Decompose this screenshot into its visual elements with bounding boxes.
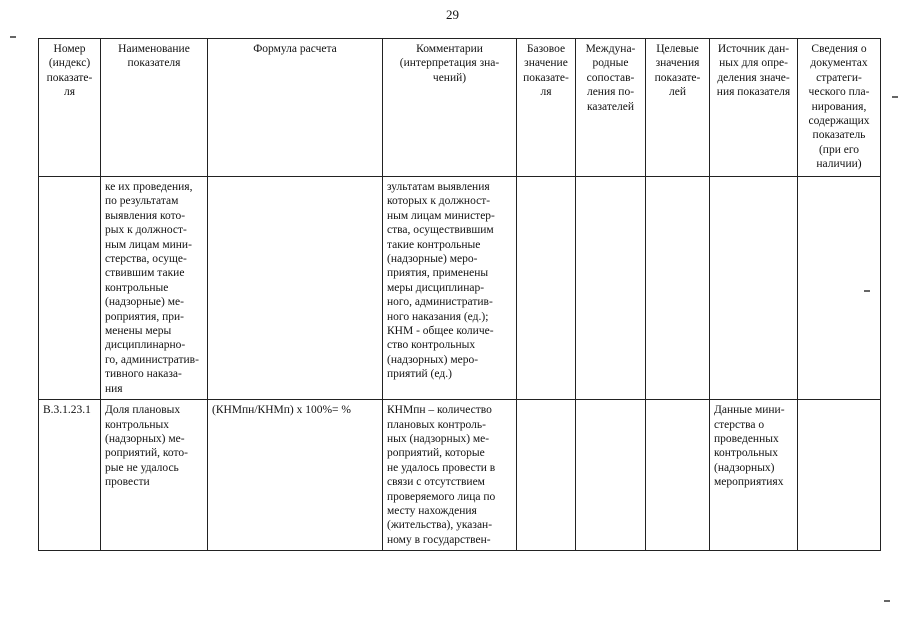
header-target: Целевые значения показате-лей xyxy=(646,39,710,177)
cell-international xyxy=(576,400,646,551)
cell-target xyxy=(646,400,710,551)
cell-formula: (КНМпн/КНМп) x 100%= % xyxy=(208,400,383,551)
header-source: Источник дан-ных для опре-деления значе-ния показателя xyxy=(710,39,798,177)
header-comment: Комментарии (интерпретация зна-чений) xyxy=(383,39,517,177)
cell-index: В.3.1.23.1 xyxy=(39,400,101,551)
scan-artifact xyxy=(10,36,16,38)
cell-index xyxy=(39,177,101,400)
header-index: Номер (индекс) показате-ля xyxy=(39,39,101,177)
header-base-value: Базовое значение показате-ля xyxy=(517,39,576,177)
header-international: Междуна-родные сопостав-ления по-казателей xyxy=(576,39,646,177)
indicators-table xyxy=(38,38,881,551)
cell-source: Данные мини- стерства о проведенных контрольных (надзорных) мероприятиях xyxy=(710,400,798,551)
cell-name: Доля плановых контрольных (надзорных) ме- роприятий, кото- рые не удалось провести xyxy=(101,400,208,551)
scan-artifact xyxy=(892,96,898,98)
cell-target xyxy=(646,177,710,400)
table-row xyxy=(39,177,881,400)
cell-base-value xyxy=(517,400,576,551)
cell-documents xyxy=(798,177,881,400)
header-formula: Формула расчета xyxy=(208,39,383,177)
cell-base-value xyxy=(517,177,576,400)
scan-artifact xyxy=(864,290,870,292)
scan-artifact xyxy=(884,600,890,602)
cell-documents xyxy=(798,400,881,551)
cell-comment: зультатам выявления которых к должност- ным лицам министер- ства, осуществившим такие контрольные (надзорные) меро- приятия, применены меры дисциплинар- ного, административ- ного наказания (ед.); КНМ - общее количе- ство контрольных (надзорных) меро- приятий (ед.) xyxy=(383,177,517,400)
cell-name: ке их проведения, по результатам выявления кото- рых к должност- ным лицам мини- стерства, осуще- ствившим такие контрольные (надзорные) ме- роприятия, при- менены меры дисциплинарно- го, административ- тивного наказа- ния xyxy=(101,177,208,400)
header-name: Наименование показателя xyxy=(101,39,208,177)
cell-international xyxy=(576,177,646,400)
page-number: 29 xyxy=(446,7,459,22)
cell-source xyxy=(710,177,798,400)
cell-formula xyxy=(208,177,383,400)
header-documents: Сведения о документах стратеги-ческого пла-нирования, содержащих показатель (при его наличии) xyxy=(798,39,881,177)
table-header-row xyxy=(39,39,881,177)
cell-comment: КНМпн – количество плановых контроль- ных (надзорных) ме- роприятий, которые не удалось провести в связи с отсутствием проверяемого лица по месту нахождения (жительства), указан- ному в государствен- xyxy=(383,400,517,551)
table-row xyxy=(39,400,881,551)
